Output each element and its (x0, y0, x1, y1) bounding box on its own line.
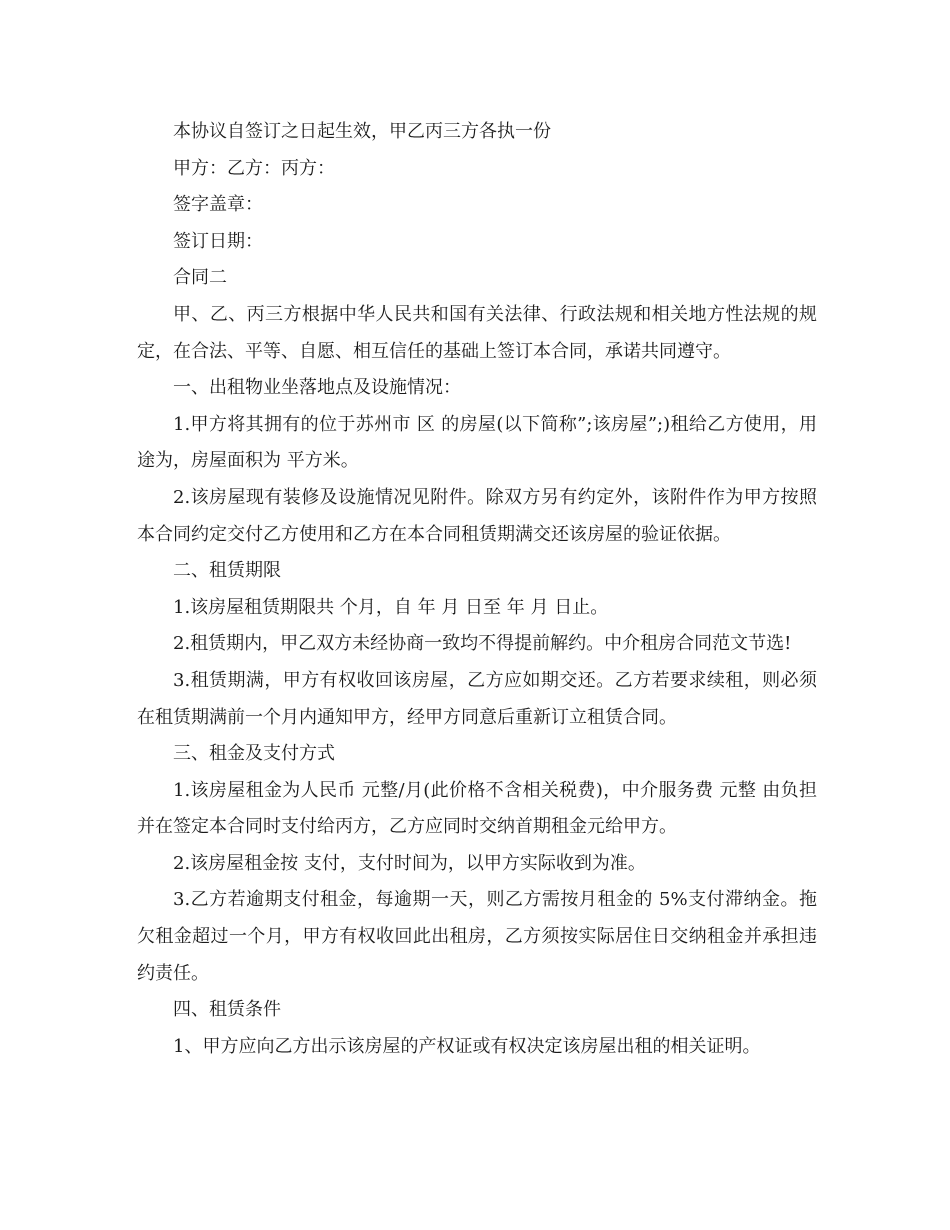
paragraph-term-2: 2.租赁期内，甲乙双方未经协商一致均不得提前解约。中介租房合同范文节选! (173, 633, 792, 655)
paragraph-property-1: 1.甲方将其拥有的位于苏州市 区 的房屋(以下简称”;该房屋”;)租给乙方使用，用途为，房屋面积为 平方米。 (137, 413, 817, 472)
paragraph-term-1: 1.该房屋租赁期限共 个月，自 年 月 日至 年 月 日止。 (173, 596, 609, 618)
section-title-contract-two: 合同二 (173, 267, 227, 289)
section-heading-conditions: 四、租赁条件 (173, 999, 281, 1021)
paragraph-preamble: 甲、乙、丙三方根据中华人民共和国有关法律、行政法规和相关地方性法规的规定，在合法、平等、自愿、相互信任的基础上签订本合同，承诺共同遵守。 (137, 303, 817, 362)
section-heading-property: 一、出租物业坐落地点及设施情况： (173, 377, 461, 399)
paragraph-sign-date: 签订日期： (173, 230, 263, 252)
paragraph-rent-1: 1.该房屋租金为人民币 元整/月(此价格不含相关税费)，中介服务费 元整 由负担并在签定本合同时支付给丙方，乙方应同时交纳首期租金元给甲方。 (137, 779, 817, 838)
paragraph-conditions-1: 1、甲方应向乙方出示该房屋的产权证或有权决定该房屋出租的相关证明。 (173, 1035, 761, 1057)
paragraph-effective-clause: 本协议自签订之日起生效，甲乙丙三方各执一份 (173, 121, 551, 142)
document-body (137, 114, 817, 1065)
paragraph-rent-2: 2.该房屋租金按 支付，支付时间为，以甲方实际收到为准。 (173, 852, 646, 874)
paragraph-signature: 签字盖章： (173, 194, 263, 216)
paragraph-parties: 甲方：乙方：丙方： (173, 157, 335, 179)
paragraph-term-3: 3.租赁期满，甲方有权收回该房屋，乙方应如期交还。乙方若要求续租，则必须在租赁期满前一个月内通知甲方，经甲方同意后重新订立租赁合同。 (137, 669, 817, 728)
paragraph-rent-3: 3.乙方若逾期支付租金，每逾期一天，则乙方需按月租金的 5%支付滞纳金。拖欠租金超过一个月，甲方有权收回此出租房，乙方须按实际居住日交纳租金并承担违约责任。 (137, 889, 817, 984)
paragraph-property-2: 2.该房屋现有装修及设施情况见附件。除双方另有约定外，该附件作为甲方按照本合同约定交付乙方使用和乙方在本合同租赁期满交还该房屋的验证依据。 (137, 486, 817, 545)
section-heading-term: 二、租赁期限 (173, 560, 281, 582)
section-heading-rent: 三、租金及支付方式 (173, 743, 335, 765)
